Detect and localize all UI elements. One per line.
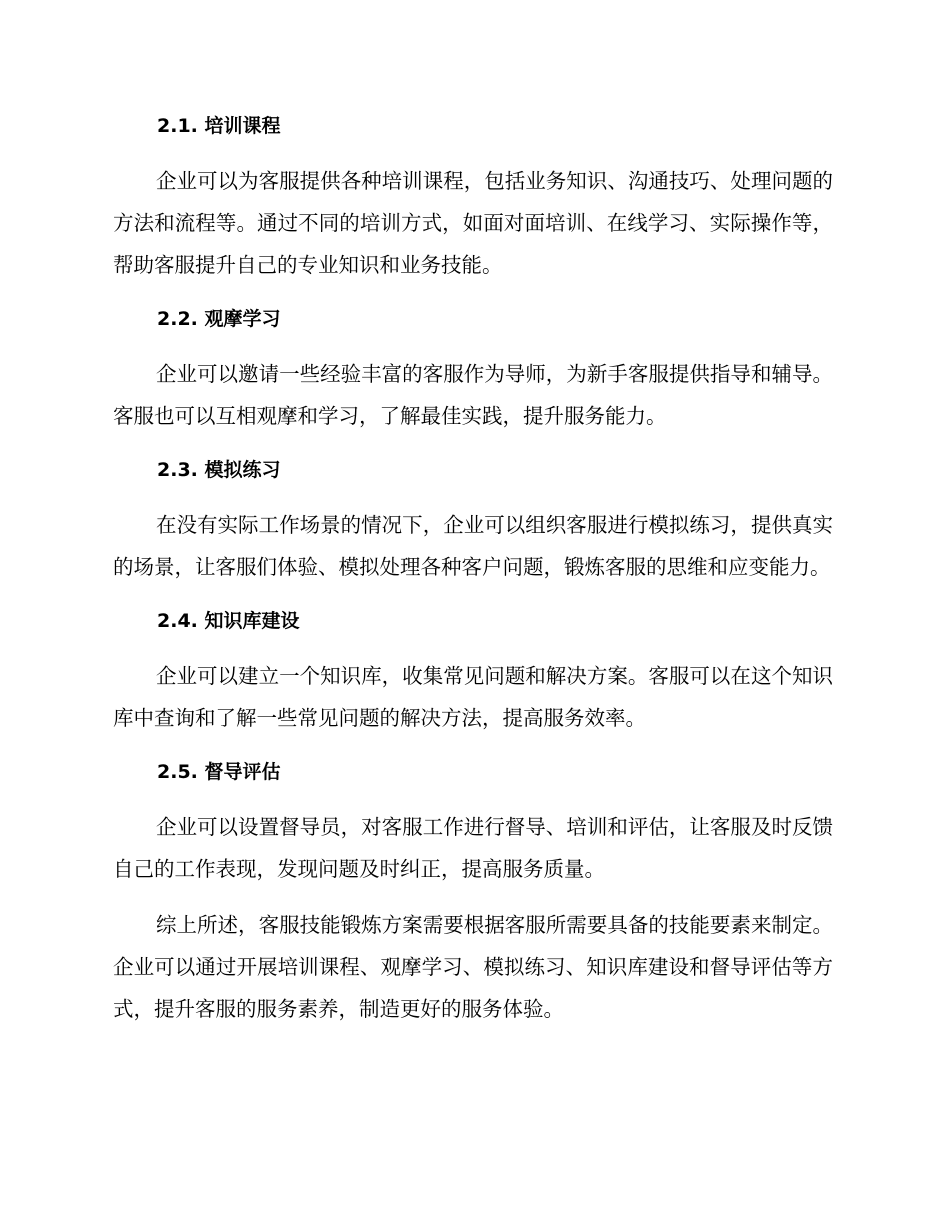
section-paragraph-2-5: 企业可以设置督导员，对客服工作进行督导、培训和评估，让客服及时反馈自己的工作表现，发现问题及时纠正，提高服务质量。 (113, 815, 833, 881)
section-heading-2-1: 2.1. 培训课程 (157, 115, 281, 137)
section-heading-2-2: 2.2. 观摩学习 (157, 308, 281, 330)
section-heading-2-4: 2.4. 知识库建设 (157, 610, 300, 632)
document-body (113, 106, 833, 1030)
section-paragraph-2-3: 在没有实际工作场景的情况下，企业可以组织客服进行模拟练习，提供真实的场景，让客服们体验、模拟处理各种客户问题，锻炼客服的思维和应变能力。 (113, 513, 833, 579)
section-paragraph-2-4: 企业可以建立一个知识库，收集常见问题和解决方案。客服可以在这个知识库中查询和了解一些常见问题的解决方法，提高服务效率。 (113, 664, 833, 730)
section-heading-2-3: 2.3. 模拟练习 (157, 459, 281, 481)
conclusion-paragraph: 综上所述，客服技能锻炼方案需要根据客服所需要具备的技能要素来制定。企业可以通过开展培训课程、观摩学习、模拟练习、知识库建设和督导评估等方式，提升客服的服务素养，制造更好的服务体验。 (113, 913, 833, 1021)
section-paragraph-2-2: 企业可以邀请一些经验丰富的客服作为导师，为新手客服提供指导和辅导。客服也可以互相观摩和学习，了解最佳实践，提升服务能力。 (113, 362, 833, 428)
section-heading-2-5: 2.5. 督导评估 (157, 761, 281, 783)
section-paragraph-2-1: 企业可以为客服提供各种培训课程，包括业务知识、沟通技巧、处理问题的方法和流程等。通过不同的培训方式，如面对面培训、在线学习、实际操作等，帮助客服提升自己的专业知识和业务技能。 (113, 169, 833, 277)
